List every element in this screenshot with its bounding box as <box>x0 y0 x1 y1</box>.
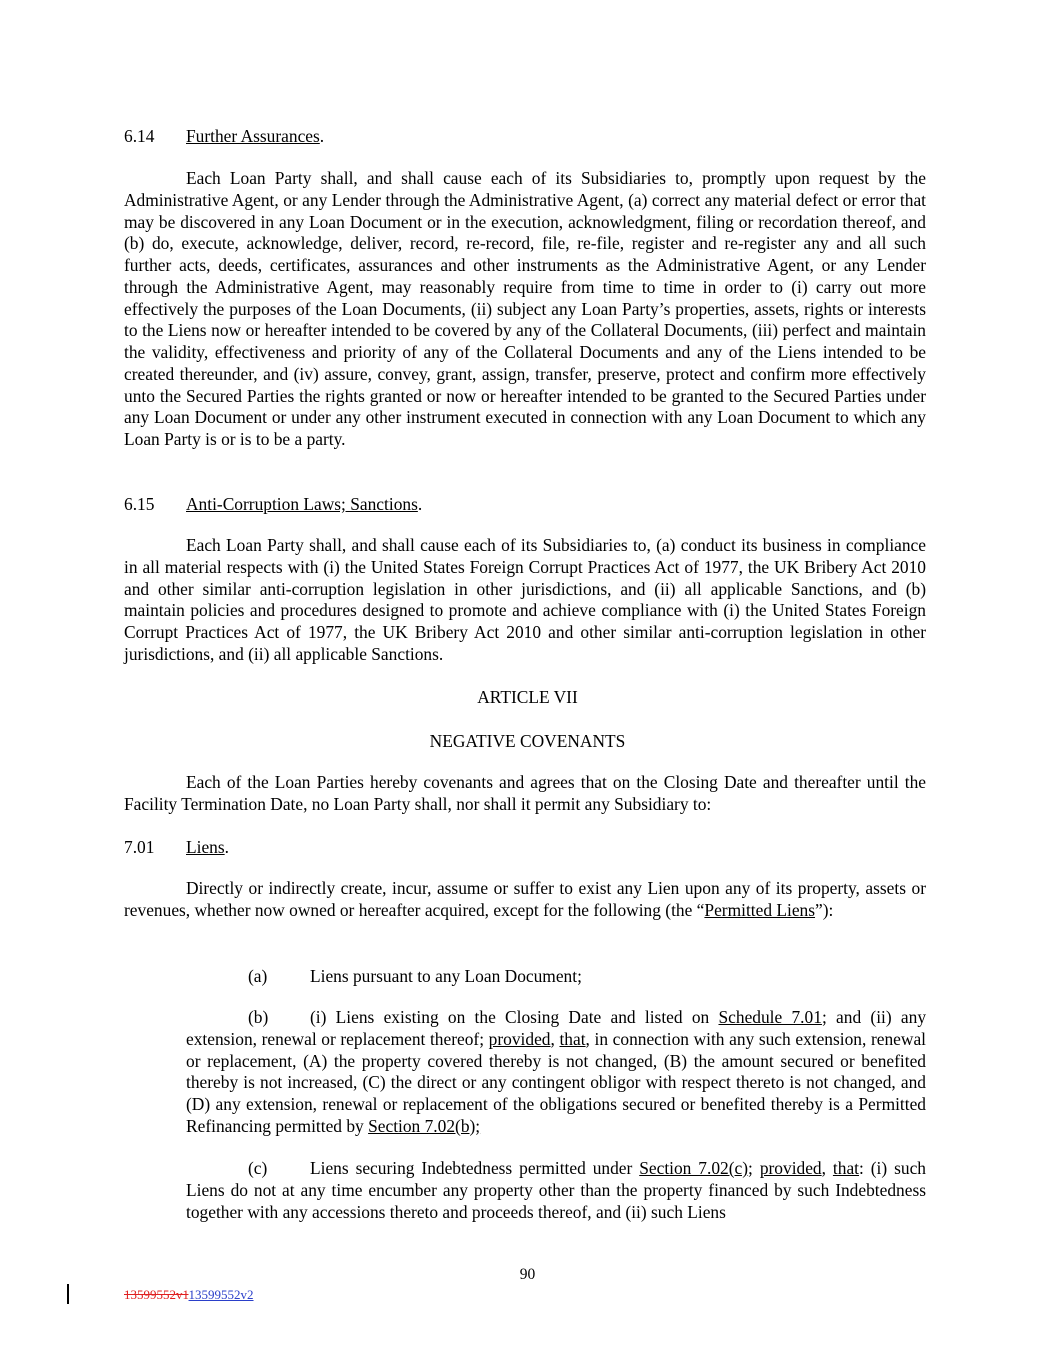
item-text: , in connection with any such extension, renewal or replacement, (A) the property covered thereby is not changed, (B) the amount secured or benefited thereby is not increased, (C) the direct or any contingent obligor with respect thereto is not changed, and (D) any extension, renewal or replacement of the obligations secured or benefited thereby is a Permitted Refinancing permitted by <box>186 1028 926 1136</box>
proviso-term: provided <box>488 1028 551 1049</box>
document-id <box>124 1287 254 1303</box>
item-label: (c) <box>248 1158 268 1178</box>
lien-item-b <box>186 1007 926 1138</box>
section-number: 6.14 <box>124 126 155 146</box>
proviso-term: that <box>559 1028 586 1049</box>
section-title: Liens <box>186 837 225 857</box>
cross-reference: Section 7.02(b); <box>368 1115 481 1136</box>
lien-item-c <box>186 1158 926 1223</box>
item-text: Liens securing Indebtedness permitted under <box>310 1158 640 1178</box>
proviso-term: provided <box>759 1158 822 1178</box>
section-7-01-body <box>124 878 926 922</box>
section-number: 7.01 <box>124 837 155 857</box>
document-id-deleted: 13599552v1 <box>124 1287 189 1302</box>
item-text: : (i) such Liens do not at any time encumber any property other than the property financed by such Indebtedness together with any accessions thereto and proceeds thereof, and (ii) such Liens <box>186 1158 926 1222</box>
cross-reference: Schedule 7.01 <box>718 1007 822 1027</box>
lien-item-a <box>248 965 582 987</box>
section-6-14-body: Each Loan Party shall, and shall cause each of its Subsidiaries to, promptly upon request by the Administrative Agent, or any Lender through the Administrative Agent, (a) correct any material defect or error that may be discovered in any Loan Document or in the execution, acknowledgment, filing or recordation thereof, and (b) do, execute, acknowledge, deliver, record, re-record, file, re-file, register and re-register any and all such further acts, deeds, certificates, assurances and other instruments as the Administrative Agent, or any Lender through the Administrative Agent, may reasonably require from time to time in order to (i) carry out more effectively the purposes of the Loan Documents, (ii) subject any Loan Party’s properties, assets, rights or interests to the Liens now or hereafter intended to be covered by any of the Collateral Documents, (iii) perfect and maintain the validity, effectiveness and priority of any of the Collateral Documents and any of the Liens intended to be created thereunder, and (iv) assure, convey, grant, assign, transfer, preserve, protect and confirm more effectively unto the Secured Parties the rights granted or now or hereafter intended to be granted to the Secured Parties under any Loan Document or under any other instrument executed in connection with any Loan Document to which any Loan Party is or is to be a party. <box>124 168 926 449</box>
section-6-15-heading: 6.15 Anti-Corruption Laws; Sanctions. <box>124 494 423 514</box>
article-label: ARTICLE VII <box>477 687 578 707</box>
cross-reference: Section 7.02(c) <box>639 1158 749 1178</box>
separator: , <box>821 1158 833 1178</box>
document-id-inserted: 13599552v2 <box>188 1287 254 1302</box>
item-label: (a) <box>248 966 268 986</box>
item-text: (i) Liens existing on the Closing Date and listed on <box>310 1007 719 1027</box>
item-text: Liens pursuant to any Loan Document; <box>310 966 582 986</box>
separator: ; <box>748 1158 760 1178</box>
item-label: (b) <box>248 1007 269 1027</box>
separator: , <box>550 1028 560 1049</box>
section-7-01-heading: 7.01 Liens. <box>124 837 229 857</box>
proviso-term: that <box>832 1158 859 1178</box>
section-6-14-heading: 6.14 Further Assurances. <box>124 126 325 146</box>
section-title: Further Assurances <box>186 126 320 146</box>
section-6-15-body: Each Loan Party shall, and shall cause each of its Subsidiaries to, (a) conduct its business in compliance in all material respects with (i) the United States Foreign Corrupt Practices Act of 1977, the UK Bribery Act 2010 and other similar anti-corruption legislation in other jurisdictions, and (ii) all applicable Sanctions, and (b) maintain policies and procedures designed to promote and achieve compliance with (i) the United States Foreign Corrupt Practices Act of 1977, the UK Bribery Act 2010 and other similar anti-corruption legislation in other jurisdictions, and (ii) all applicable Sanctions. <box>124 535 926 664</box>
item-text: ; and (ii) any extension, renewal or replacement thereof; <box>186 1007 927 1049</box>
defined-term: Permitted Liens <box>704 899 816 920</box>
article-title: NEGATIVE COVENANTS <box>429 731 626 751</box>
change-bar <box>67 1284 69 1304</box>
article-intro: Each of the Loan Parties hereby covenants and agrees that on the Closing Date and thereafter until the Facility Termination Date, no Loan Party shall, nor shall it permit any Subsidiary to: <box>124 772 926 814</box>
body-text: ”): <box>815 899 834 920</box>
section-title: Anti-Corruption Laws; Sanctions <box>186 494 418 514</box>
body-text: Directly or indirectly create, incur, assume or suffer to exist any Lien upon any of its property, assets or revenues, whether now owned or hereafter acquired, except for the following (the “ <box>124 878 926 920</box>
section-number: 6.15 <box>124 494 155 514</box>
page-number: 90 <box>519 1266 536 1283</box>
